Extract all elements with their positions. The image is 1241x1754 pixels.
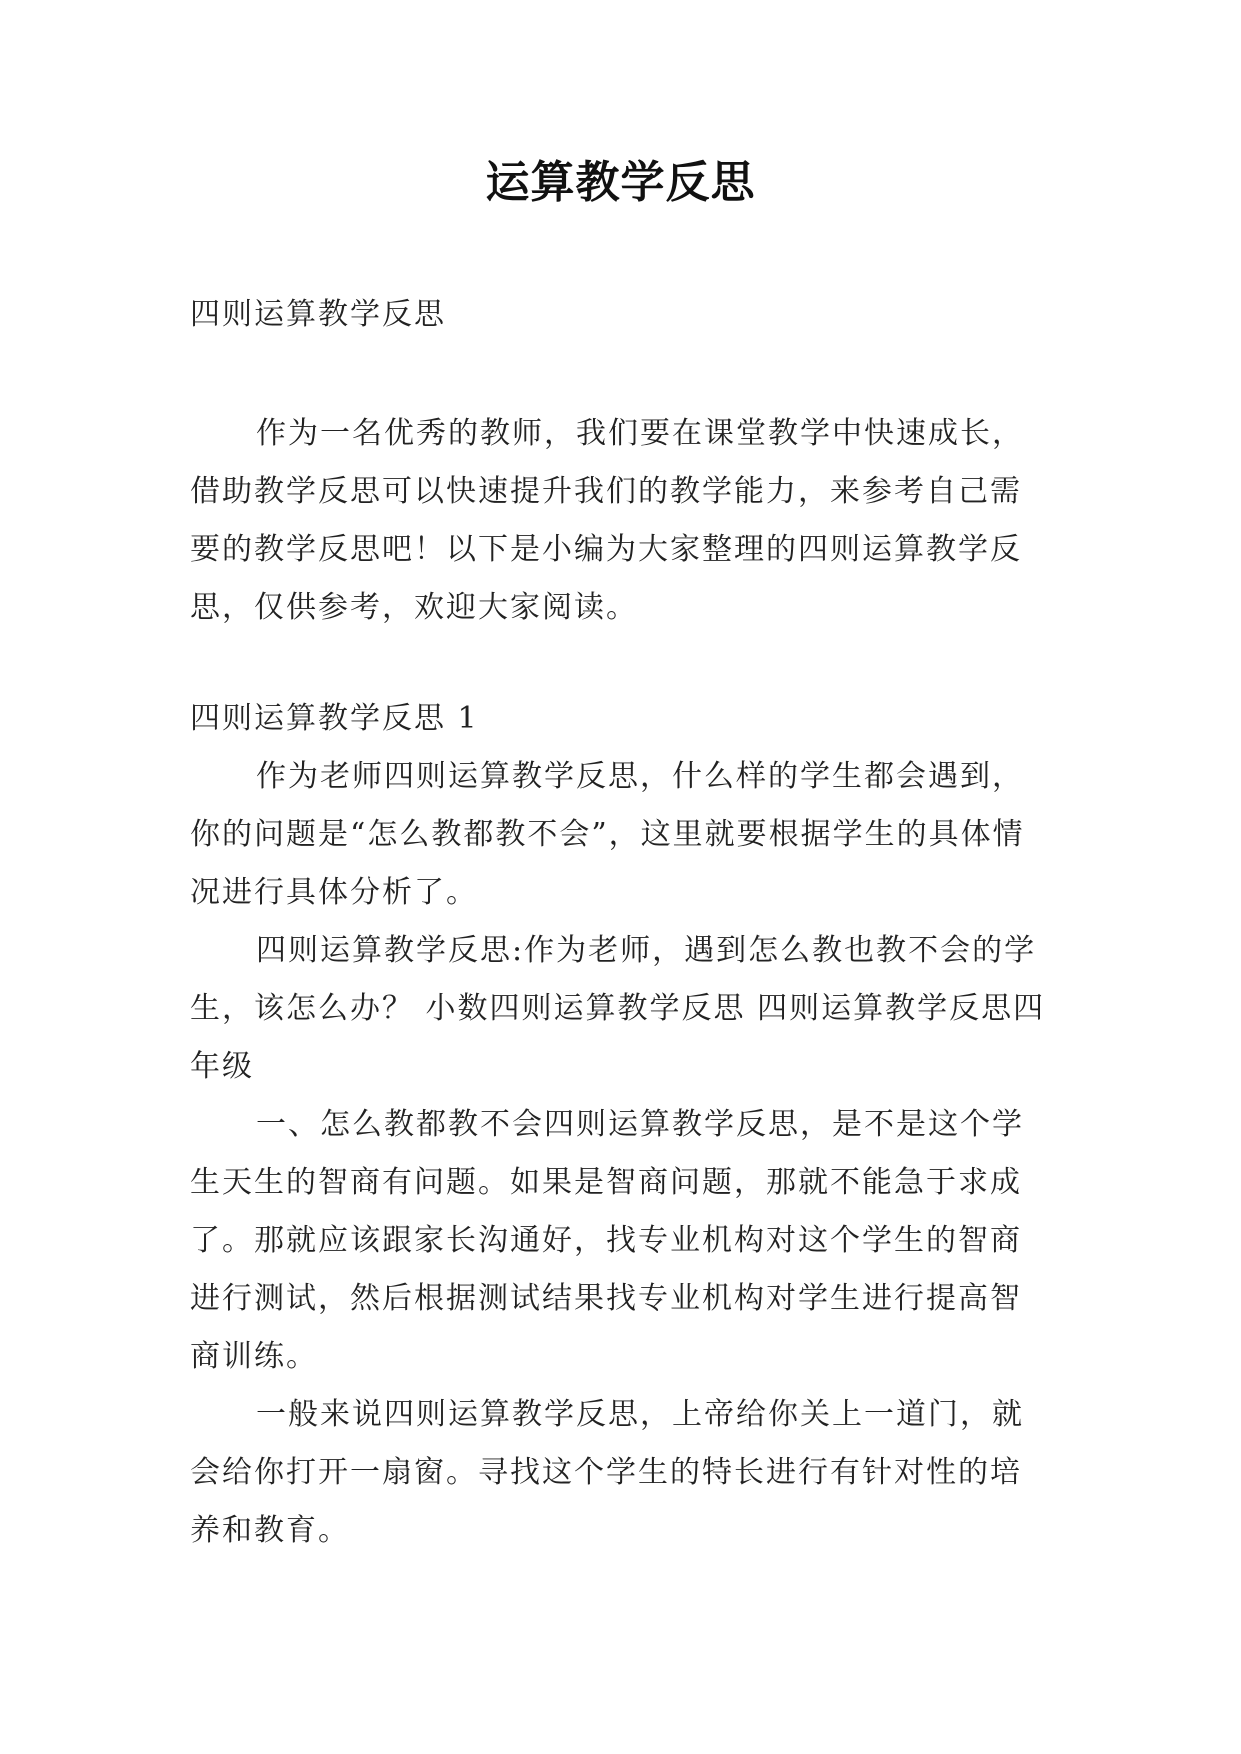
body-paragraph: 一、怎么教都教不会四则运算教学反思，是不是这个学生天生的智商有问题。如果是智商问题，那就不能急于求成了。那就应该跟家长沟通好，找专业机构对这个学生的智商进行测试，然后根据测试结果找专业机构对学生进行提高智商训练。: [190, 1107, 1024, 1374]
document-title: 运算教学反思: [485, 157, 756, 208]
body-paragraph: 四则运算教学反思:作为老师，遇到怎么教也教不会的学生，该怎么办？ 小数四则运算教学反思 四则运算教学反思四年级: [190, 933, 1046, 1084]
document-subtitle: 四则运算教学反思: [190, 297, 446, 332]
intro-paragraph: 作为一名优秀的教师，我们要在课堂教学中快速成长，借助教学反思可以快速提升我们的教学能力，来参考自己需要的教学反思吧！以下是小编为大家整理的四则运算教学反思，仅供参考，欢迎大家阅读。: [190, 416, 1024, 625]
body-paragraph: 一般来说四则运算教学反思，上帝给你关上一道门，就会给你打开一扇窗。寻找这个学生的特长进行有针对性的培养和教育。: [190, 1397, 1024, 1548]
body-paragraph: 作为老师四则运算教学反思，什么样的学生都会遇到，你的问题是“怎么教都教不会”，这里就要根据学生的具体情况进行具体分析了。: [190, 759, 1025, 910]
section-heading: 四则运算教学反思 1: [190, 701, 479, 736]
